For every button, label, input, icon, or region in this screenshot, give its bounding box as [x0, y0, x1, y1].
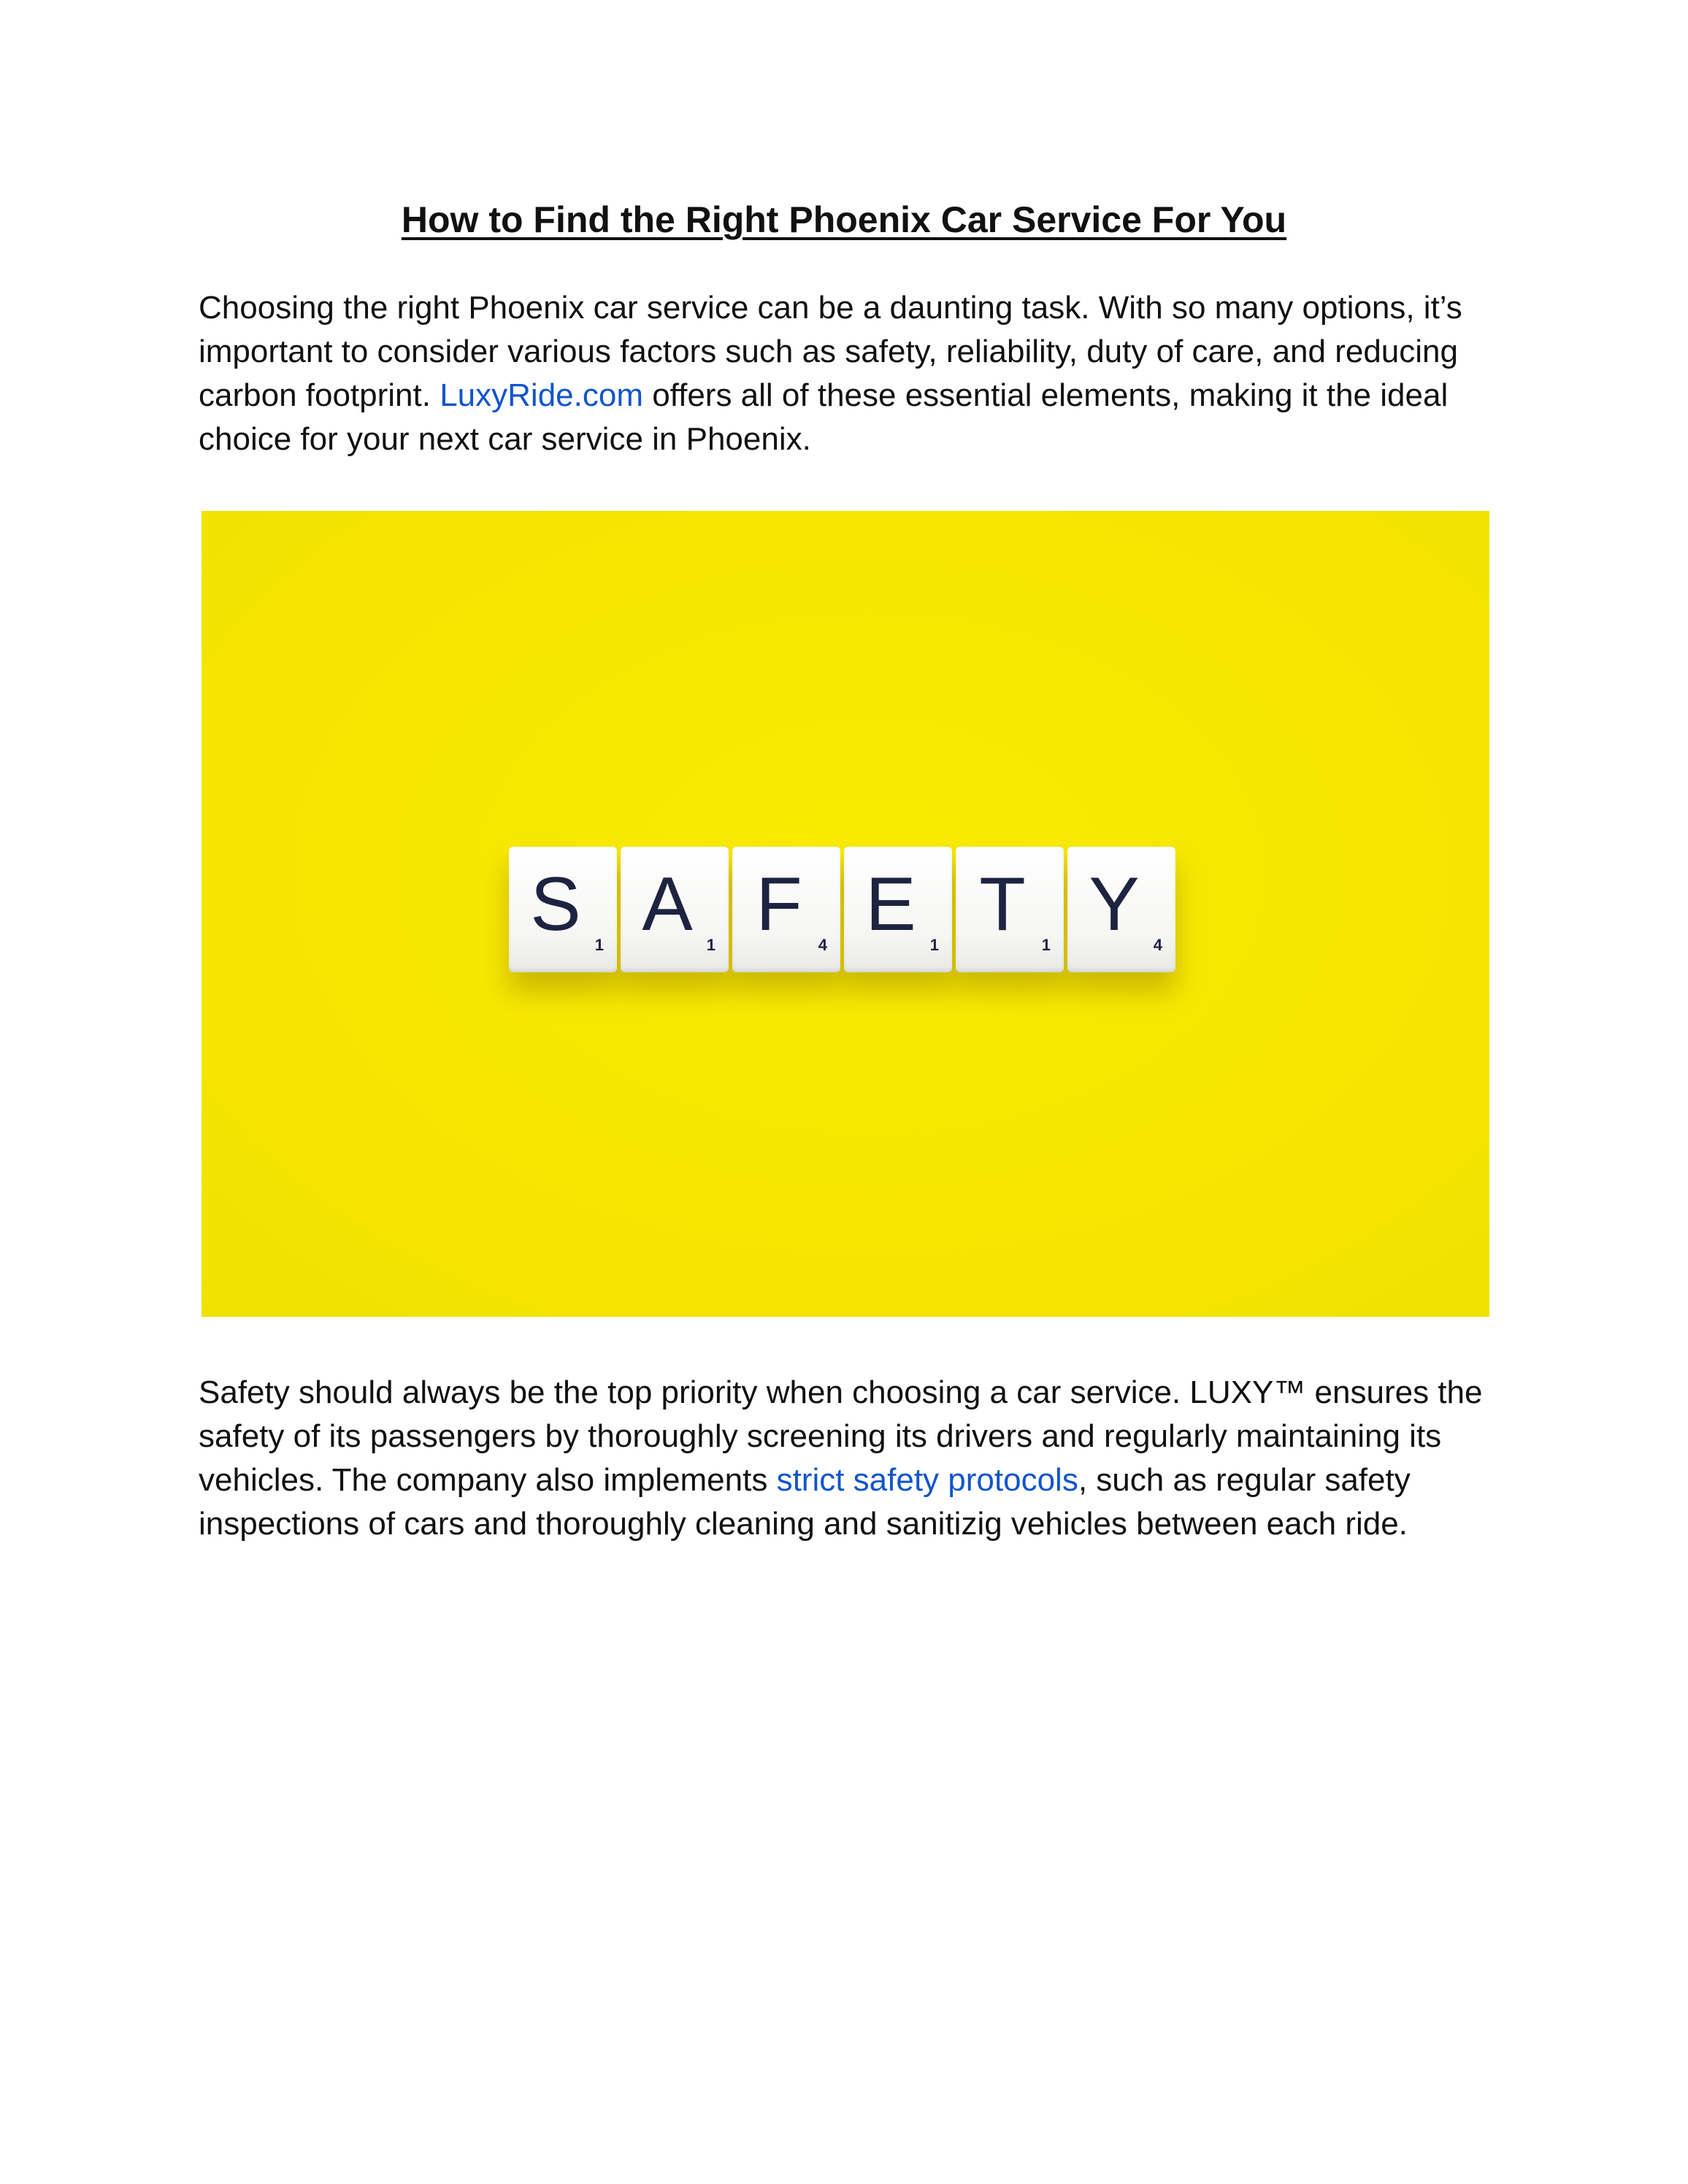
letter-tile [732, 847, 840, 972]
intro-text-after-link: offers all of these essential elements, making it the ideal choice for your next car service in Phoenix. [199, 377, 1449, 457]
letter-tile [621, 847, 729, 972]
safety-tiles-image [202, 511, 1489, 1317]
page-title: How to Find the Right Phoenix Car Service For You [401, 199, 1287, 240]
tile-score: 1 [1041, 936, 1051, 954]
tile-score: 1 [706, 936, 716, 954]
tile-score: 4 [818, 936, 827, 954]
safety-text-before-link: Safety should always be the top priority when choosing a car service. LUXY™ ensures the safety of its passengers by thoroughly screening its drivers and regularly maintaining its vehicles. The company also implements [199, 1374, 1483, 1498]
tile-letter: E [865, 862, 916, 947]
luxyride-link[interactable]: LuxyRide.com [440, 377, 643, 413]
tile-letter: A [642, 862, 693, 947]
safety-protocols-link[interactable]: strict safety protocols [776, 1462, 1078, 1498]
tile-letter: T [979, 862, 1026, 947]
safety-paragraph [199, 1371, 1513, 1546]
letter-tile [844, 847, 952, 972]
intro-text-before-link: Choosing the right Phoenix car service can be a daunting task. With so many options, it’s important to consider various factors such as safety, reliability, duty of care, and reducing carbon footprint. [199, 290, 1462, 413]
tile-letter: F [756, 862, 802, 947]
tile-score: 1 [594, 936, 604, 954]
tile-letter: Y [1089, 862, 1140, 947]
intro-paragraph [199, 286, 1513, 461]
letter-tile [509, 847, 617, 972]
letter-tile [956, 847, 1064, 972]
scrabble-tiles-row [509, 847, 1175, 974]
safety-text-after-link: , such as regular safety inspections of cars and thoroughly cleaning and sanitizig vehicles between each ride. [199, 1462, 1411, 1542]
tile-score: 4 [1153, 936, 1162, 954]
tile-score: 1 [929, 936, 939, 954]
tile-letter: S [530, 862, 581, 947]
letter-tile [1067, 847, 1175, 972]
